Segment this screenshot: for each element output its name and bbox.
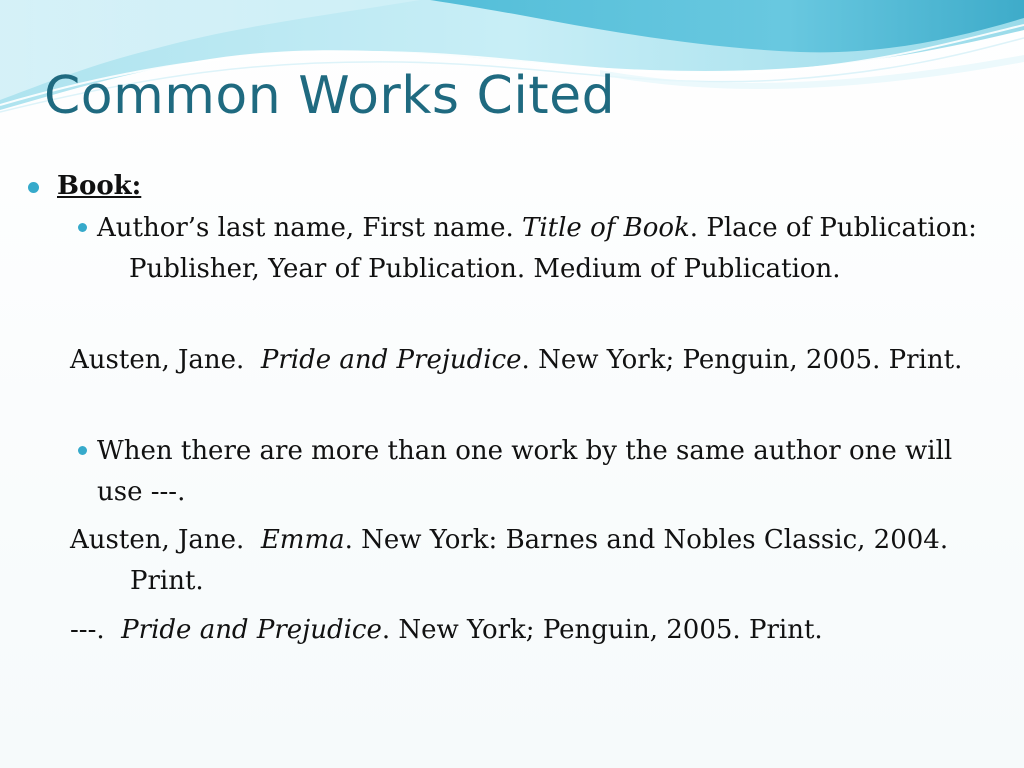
example2-italic-title: Emma [260, 525, 345, 555]
bullet-icon [78, 223, 87, 232]
example2-suffix: . New York: Barnes and Nobles Classic, 2004. Print. [130, 525, 949, 596]
example3-suffix: . New York; Penguin, 2005. Print. [381, 615, 823, 645]
book-label: Book: [57, 171, 142, 201]
book-format-text [97, 208, 989, 290]
example1-suffix: . New York; Penguin, 2005. Print. [521, 345, 963, 375]
example1-italic-title: Pride and Prejudice [260, 345, 522, 375]
format-italic-title: Title of Book [522, 213, 690, 243]
citation-example-3 [70, 610, 970, 651]
bullet-icon [78, 446, 87, 455]
citation-example-1 [70, 340, 1024, 381]
example3-prefix: ---. [70, 615, 122, 645]
slide-title: Common Works Cited [44, 66, 616, 126]
example2-prefix: Austen, Jane. [70, 525, 261, 555]
example3-italic-title: Pride and Prejudice [121, 615, 382, 645]
citation-example-2 [70, 520, 1024, 602]
example1-prefix: Austen, Jane. [70, 345, 261, 375]
same-author-note [97, 431, 997, 513]
bullet-icon [28, 182, 39, 193]
format-part2: . Place of Publication: Publisher, Year of Publication. Medium of Publication. [129, 213, 977, 284]
format-part1: Author’s last name, First name. [97, 213, 523, 243]
note-text: When there are more than one work by the same author one will use ---. [97, 436, 953, 507]
book-heading [57, 166, 957, 207]
